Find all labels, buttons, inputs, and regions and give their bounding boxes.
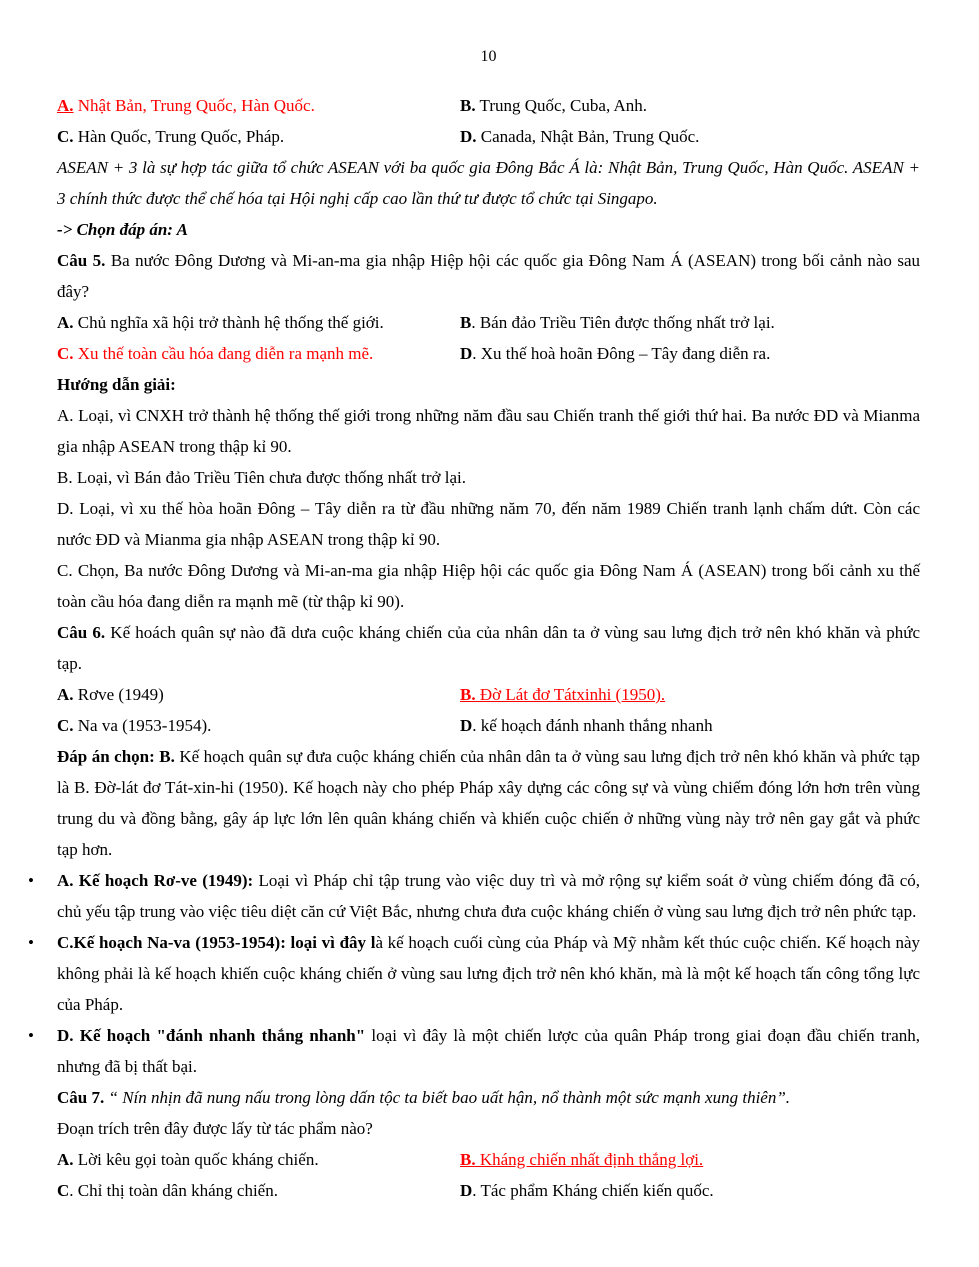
- q5-options-row-1: [57, 307, 920, 338]
- q7-option-c-label: C: [57, 1181, 70, 1200]
- q4-option-c: [57, 121, 460, 152]
- q5-question: [57, 245, 920, 307]
- q6-option-a-label: A.: [57, 685, 74, 704]
- q6-bullet-c-rest: à kế hoạch cuối cùng của Pháp và Mỹ nhằm kết thúc cuộc chiến. Kế hoạch này không phải là kế hoạch khiến cuộc kháng chiến ở vùng sau lưng địch trở nên khó khăn, mà là một kế hoạch tấn công tổng lực của Pháp.: [57, 933, 921, 1014]
- q6-option-c-text: Na va (1953-1954).: [73, 716, 212, 735]
- q6-options-row-1: [57, 679, 920, 710]
- q5-option-b-label: B: [460, 313, 472, 332]
- q6-option-b-text: Đờ Lát đơ Tátxinhi (1950).: [475, 685, 666, 704]
- q6-answer-rest: Kế hoạch quân sự đưa cuộc kháng chiến của nhân dân ta ở vùng sau lưng địch trở nên khó khăn và phức tạp là B. Đờ-lát đơ Tát-xin-hi (1950). Kế hoạch này cho phép Pháp xây dựng các công sự và vùng chiếm đóng lớn hơn trên vùng trung du và đồng bằng, gây áp lực lớn lên quân kháng chiến và khiến cuộc chiến ở những vùng này trở nên gay gắt và phức tạp hơn.: [57, 747, 921, 859]
- q6-option-c: [57, 710, 460, 741]
- q5-option-a-label: A.: [57, 313, 74, 332]
- q4-options-row-1: [57, 90, 920, 121]
- q4-options-row-2: [57, 121, 920, 152]
- q6-option-c-label: C.: [57, 716, 74, 735]
- q4-explanation: ASEAN + 3 là sự hợp tác giữa tổ chức ASEAN với ba quốc gia Đông Bắc Á là: Nhật Bản, Trung Quốc, Hàn Quốc. ASEAN + 3 chính thức được thể chế hóa tại Hội nghị cấp cao lần thứ tư được tổ chức tại Singapo.: [57, 158, 920, 208]
- q7-option-b-wrap: [460, 1150, 703, 1169]
- q6-answer-bold: Đáp án chọn: B.: [57, 747, 175, 766]
- q6-option-b: [460, 679, 920, 710]
- q5-guide-a: A. Loại, vì CNXH trở thành hệ thống thế giới trong những năm đầu sau Chiến tranh thế giới thứ hai. Ba nước ĐD và Mianma gia nhập ASEAN trong thập kỉ 90.: [57, 406, 920, 456]
- page-number: 10: [480, 48, 497, 65]
- q7-options-row-1: [57, 1144, 920, 1175]
- q5-question-text: Ba nước Đông Dương và Mi-an-ma gia nhập Hiệp hội các quốc gia Đông Nam Á (ASEAN) trong bối cảnh nào sau đây?: [57, 251, 920, 301]
- q4-answer-line: -> Chọn đáp án: A: [57, 220, 188, 239]
- q7-option-b-label: B.: [460, 1150, 476, 1169]
- q6-bullet-a-bold: A. Kế hoạch Rơ-ve (1949):: [57, 871, 254, 890]
- q6-option-d: [460, 710, 920, 741]
- q6-analysis-list: [57, 865, 920, 1082]
- q6-option-b-wrap: [460, 685, 665, 704]
- q5-guide-heading-text: Hướng dẫn giải:: [57, 375, 176, 394]
- q6-question: [57, 617, 920, 679]
- q6-option-b-label: B.: [460, 685, 476, 704]
- q6-option-a: [57, 679, 460, 710]
- q5-guide-c: C. Chọn, Ba nước Đông Dương và Mi-an-ma gia nhập Hiệp hội các quốc gia Đông Nam Á (ASEAN) trong bối cảnh xu thế toàn cầu hóa đang diễn ra mạnh mẽ (từ thập kỉ 90).: [57, 561, 920, 611]
- q7-option-d-label: D: [460, 1181, 473, 1200]
- q6-bullet-c: [57, 927, 920, 1020]
- q5-option-d-label: D: [460, 344, 473, 363]
- q5-option-b-text: . Bán đảo Triều Tiên được thống nhất trở lại.: [471, 313, 775, 332]
- q5-guide-b: B. Loại, vì Bán đảo Triều Tiên chưa được thống nhất trở lại.: [57, 468, 466, 487]
- q6-answer-paragraph: [57, 741, 920, 865]
- q7-quote-text: “ Nín nhịn đã nung nấu trong lòng dấn tộc ta biết bao uất hận, nổ thành một sức mạnh xung thiên”.: [104, 1088, 791, 1107]
- q6-bullet-d-bold: D. Kế hoạch "đánh nhanh thắng nhanh": [57, 1026, 366, 1045]
- q6-bullet-d: [57, 1020, 920, 1082]
- q7-option-c: [57, 1175, 460, 1206]
- q7-option-a: [57, 1144, 460, 1175]
- q7-label: Câu 7.: [57, 1088, 105, 1107]
- q7-option-c-text: . Chỉ thị toàn dân kháng chiến.: [69, 1181, 278, 1200]
- q6-option-d-text: . kế hoạch đánh nhanh thắng nhanh: [472, 716, 713, 735]
- q7-question: Đoạn trích trên đây được lấy từ tác phẩm nào?: [57, 1119, 373, 1138]
- q6-bullet-a-rest: Loại vì Pháp chỉ tập trung vào việc duy trì và mở rộng sự kiểm soát ở vùng chiếm đóng đã có, chủ yếu tập trung vào việc tiêu diệt căn cứ Việt Bắc, nhưng chưa đưa cuộc kháng chiến ở vùng sau lưng địch trở nên phức tạp.: [57, 871, 920, 921]
- q6-bullet-a: [57, 865, 920, 927]
- q6-bullet-c-bold: C.Kế hoạch Na-va (1953-1954): loại vì đây l: [57, 933, 376, 952]
- q4-option-d: [460, 121, 920, 152]
- q4-option-b-text: Trung Quốc, Cuba, Anh.: [475, 96, 648, 115]
- q5-option-b: [460, 307, 920, 338]
- q7-option-a-label: A.: [57, 1150, 74, 1169]
- q4-option-c-text: Hàn Quốc, Trung Quốc, Pháp.: [73, 127, 285, 146]
- q5-guide-heading: [57, 369, 920, 400]
- q6-option-a-text: Rơve (1949): [73, 685, 164, 704]
- q5-option-d-text: . Xu thế hoà hoãn Đông – Tây đang diễn ra.: [472, 344, 771, 363]
- q4-option-a-text: Nhật Bản, Trung Quốc, Hàn Quốc.: [73, 96, 315, 115]
- q7-option-b: [460, 1144, 920, 1175]
- q6-label: Câu 6.: [57, 623, 106, 642]
- q5-option-c: [57, 338, 460, 369]
- q6-options-row-2: [57, 710, 920, 741]
- q5-label: Câu 5.: [57, 251, 106, 270]
- q5-option-a-text: Chủ nghĩa xã hội trở thành hệ thống thế giới.: [73, 313, 384, 332]
- q5-guide-d: D. Loại, vì xu thế hòa hoãn Đông – Tây diễn ra từ đầu những năm 70, đến năm 1989 Chiến tranh lạnh chấm dứt. Còn các nước ĐD và Mianma gia nhập ASEAN trong thập kỉ 90.: [57, 499, 920, 549]
- q4-option-c-label: C.: [57, 127, 74, 146]
- q7-options-row-2: [57, 1175, 920, 1206]
- q5-options-row-2: [57, 338, 920, 369]
- q7-option-d: [460, 1175, 920, 1206]
- q4-option-a-label: A.: [57, 96, 74, 115]
- q5-option-c-label: C.: [57, 344, 74, 363]
- q5-option-d: [460, 338, 920, 369]
- q4-option-b: [460, 90, 920, 121]
- q5-option-a: [57, 307, 460, 338]
- q6-question-text: Kế hoách quân sự nào đã dưa cuộc kháng chiến của của nhân dân ta ở vùng sau lưng địch trở nên khó khăn và phức tạp.: [57, 623, 920, 673]
- q4-option-d-text: Canada, Nhật Bản, Trung Quốc.: [476, 127, 700, 146]
- q5-option-c-text: Xu thế toàn cầu hóa đang diễn ra mạnh mẽ.: [73, 344, 374, 363]
- q4-option-a: [57, 90, 460, 121]
- q7-option-a-text: Lời kêu gọi toàn quốc kháng chiến.: [73, 1150, 319, 1169]
- q7-option-b-text: Kháng chiến nhất định thắng lợi.: [475, 1150, 704, 1169]
- q7-quote-line: [57, 1082, 920, 1113]
- q4-option-b-label: B.: [460, 96, 476, 115]
- q4-option-d-label: D.: [460, 127, 477, 146]
- q6-option-d-label: D: [460, 716, 473, 735]
- q7-option-d-text: . Tác phẩm Kháng chiến kiến quốc.: [472, 1181, 714, 1200]
- q6-bullet-d-rest: loại vì đây là một chiến lược của quân Pháp trong giai đoạn đầu chiến tranh, nhưng đã bị thất bại.: [57, 1026, 920, 1076]
